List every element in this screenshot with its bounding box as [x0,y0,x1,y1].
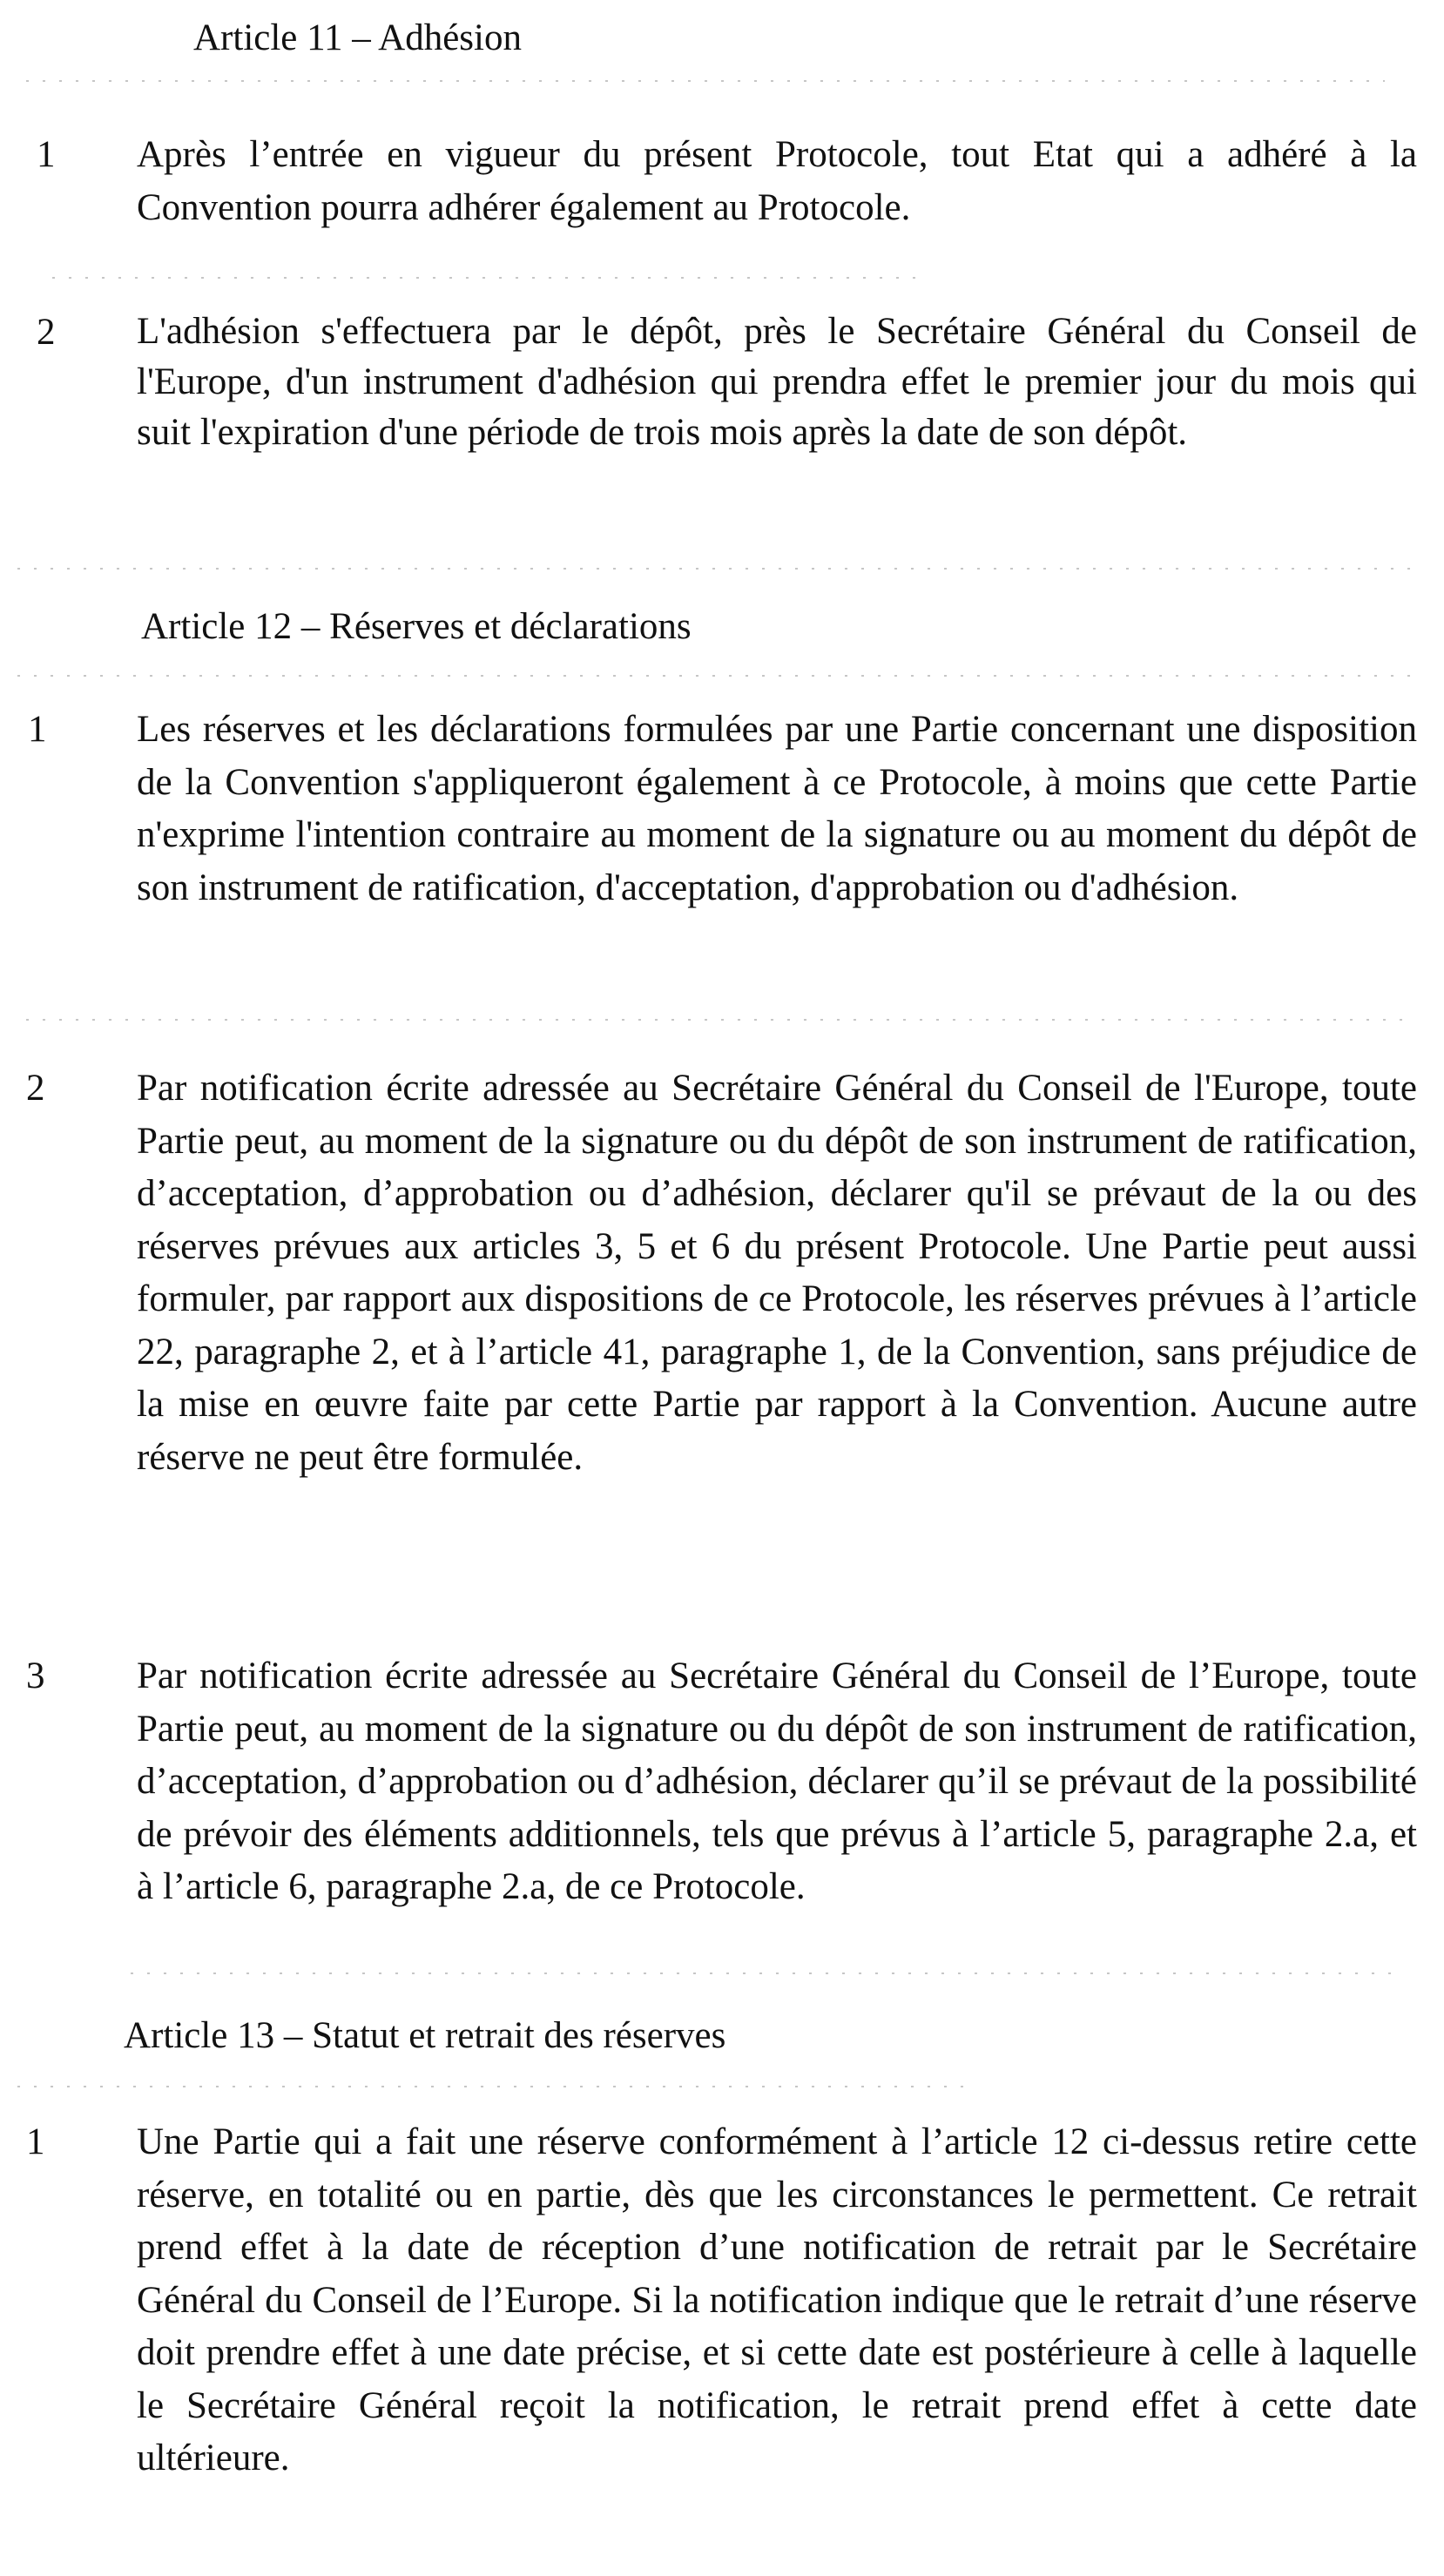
article-12-para-1-text: Les réserves et les déclarations formulées par une Partie concernant une disposition de la Convention s'appliqueront également à ce Protocole, à moins que cette Partie n'exprime l'intention contraire au moment de la signature ou au moment du dépôt de son instrument de ratification, d'acceptation, d'approbation ou d'adhésion. [137,709,1417,908]
scan-noise [17,2086,975,2087]
article-11-heading: Article 11 – Adhésion [193,17,522,58]
scan-noise [131,1972,1402,1974]
scan-noise [26,1019,1402,1021]
article-12-para-2-number: 2 [26,1068,45,1109]
article-12-para-3-number: 3 [26,1656,45,1696]
article-13-para-1-text: Une Partie qui a fait une réserve conformément à l’article 12 ci-dessus retire cette réserve, en totalité ou en partie, dès que les circonstances le permettent. Ce retrait prend effet à la date de réception d’une notification de retrait par le Secrétaire Général du Conseil de l’Europe. Si la notification indique que le retrait d’une réserve doit prendre effet à une date précise, et si cette date est postérieure à celle à laquelle le Secrétaire Général reçoit la notification, le retrait prend effet à cette date ultérieure. [137,2121,1417,2478]
scan-noise [26,80,1385,82]
article-11-para-1-text: Après l’entrée en vigueur du présent Protocole, tout Etat qui a adhéré à la Convention pourra adhérer également au Protocole. [137,134,1417,228]
article-11-para-1-number: 1 [37,134,56,175]
article-12-heading: Article 12 – Réserves et déclarations [141,606,692,647]
article-11-para-2-text: L'adhésion s'effectuera par le dépôt, près le Secrétaire Général du Conseil de l'Europe, d'un instrument d'adhésion qui prendra effet le premier jour du mois qui suit l'expiration d'une période de trois mois après la date de son dépôt. [137,311,1417,453]
article-13-heading: Article 13 – Statut et retrait des réserves [124,2015,726,2056]
article-12-para-1-number: 1 [28,709,47,750]
scan-noise [17,568,1411,570]
scan-noise [52,277,923,279]
article-12-para-3-text: Par notification écrite adressée au Secrétaire Général du Conseil de l’Europe, toute Partie peut, au moment de la signature ou du dépôt de son instrument de ratification, d’acceptation, d’approbation ou d’adhésion, déclarer qu’il se prévaut de la possibilité de prévoir des éléments additionnels, tels que prévus à l’article 5, paragraphe 2.a, et à l’article 6, paragraphe 2.a, de ce Protocole. [137,1656,1417,1907]
article-11-para-2-number: 2 [37,312,56,353]
article-12-para-2-text: Par notification écrite adressée au Secrétaire Général du Conseil de l'Europe, toute Partie peut, au moment de la signature ou du dépôt de son instrument de ratification, d’acceptation, d’approbation ou d’adhésion, déclarer qu'il se prévaut de la ou des réserves prévues aux articles 3, 5 et 6 du présent Protocole. Une Partie peut aussi formuler, par rapport aux dispositions de ce Protocole, les réserves prévues à l’article 22, paragraphe 2, et à l’article 41, paragraphe 1, de la Convention, sans préjudice de la mise en œuvre faite par cette Partie par rapport à la Convention. Aucune autre réserve ne peut être formulée. [137,1068,1417,1478]
article-13-para-1-number: 1 [26,2121,45,2162]
scan-noise [17,675,1411,677]
